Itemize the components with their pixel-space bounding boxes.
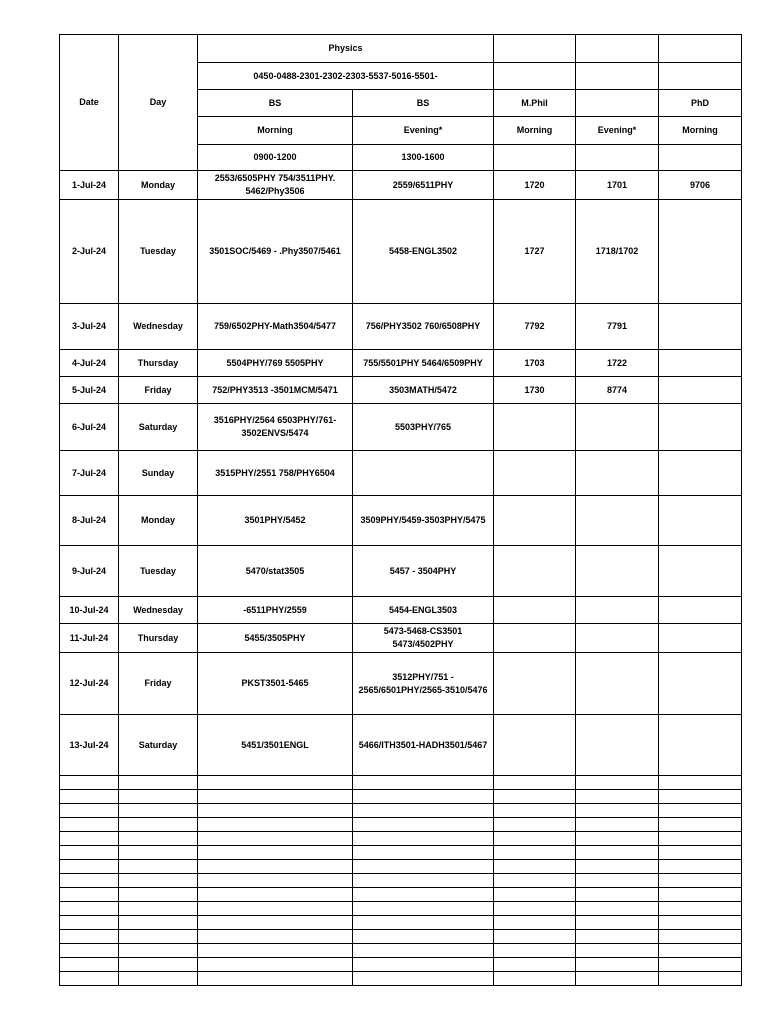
empty-cell <box>659 958 742 972</box>
phd-morning-cell <box>659 653 742 715</box>
empty-cell <box>60 916 119 930</box>
empty-cell <box>198 832 353 846</box>
mphil-evening-cell <box>576 451 659 496</box>
empty-row <box>60 902 742 916</box>
empty-cell <box>576 958 659 972</box>
bs-evening-program: BS <box>353 90 494 117</box>
empty-cell <box>119 818 198 832</box>
schedule-row <box>60 200 742 304</box>
empty-cell <box>659 888 742 902</box>
empty-cell <box>576 818 659 832</box>
header-row-department <box>60 35 742 63</box>
empty-cell <box>576 846 659 860</box>
empty-row <box>60 972 742 986</box>
bs-morning-cell: 5470/stat3505 <box>198 546 353 597</box>
shift-mphil-evening: Evening* <box>576 117 659 145</box>
empty-cell <box>119 944 198 958</box>
bs-morning-cell: 3516PHY/2564 6503PHY/761-3502ENVS/5474 <box>198 404 353 451</box>
empty-cell <box>119 874 198 888</box>
empty-cell <box>353 832 494 846</box>
empty-cell <box>659 972 742 986</box>
empty-cell <box>494 874 576 888</box>
empty-row <box>60 804 742 818</box>
empty-row <box>60 860 742 874</box>
schedule-row <box>60 171 742 200</box>
mphil-evening-cell: 1701 <box>576 171 659 200</box>
mphil-evening-cell <box>576 715 659 776</box>
empty-cell <box>60 874 119 888</box>
bs-morning-cell: 752/PHY3513 -3501MCM/5471 <box>198 377 353 404</box>
empty-cell <box>494 972 576 986</box>
empty-cell <box>198 902 353 916</box>
empty-cell <box>494 804 576 818</box>
bs-evening-cell: 3503MATH/5472 <box>353 377 494 404</box>
empty-cell <box>659 916 742 930</box>
empty-cell <box>198 972 353 986</box>
empty-cell <box>576 888 659 902</box>
day-cell: Saturday <box>119 715 198 776</box>
empty-cell <box>494 846 576 860</box>
empty-cell <box>659 846 742 860</box>
empty-cell <box>119 776 198 790</box>
empty-cell <box>60 930 119 944</box>
empty-cell <box>659 832 742 846</box>
mphil-evening-cell <box>576 546 659 597</box>
empty-cell <box>576 902 659 916</box>
empty-cell <box>576 790 659 804</box>
empty-cell <box>60 972 119 986</box>
empty-cell <box>119 916 198 930</box>
bs-morning-cell: 5504PHY/769 5505PHY <box>198 350 353 377</box>
mphil-morning-cell <box>494 715 576 776</box>
empty-cell <box>494 832 576 846</box>
empty-cell <box>60 860 119 874</box>
phd-morning-cell <box>659 451 742 496</box>
empty-cell <box>60 944 119 958</box>
date-cell: 2-Jul-24 <box>60 200 119 304</box>
empty-cell <box>198 874 353 888</box>
empty-cell <box>119 860 198 874</box>
bs-morning-cell: PKST3501-5465 <box>198 653 353 715</box>
bs-evening-cell: 5473-5468-CS3501 5473/4502PHY <box>353 624 494 653</box>
day-cell: Wednesday <box>119 597 198 624</box>
schedule-row <box>60 304 742 350</box>
bs-evening-cell: 2559/6511PHY <box>353 171 494 200</box>
empty-cell <box>353 860 494 874</box>
mphil-evening-cell <box>576 404 659 451</box>
empty-cell <box>353 888 494 902</box>
mphil-morning-cell <box>494 597 576 624</box>
date-cell: 13-Jul-24 <box>60 715 119 776</box>
day-cell: Tuesday <box>119 546 198 597</box>
date-cell: 10-Jul-24 <box>60 597 119 624</box>
empty-row <box>60 832 742 846</box>
empty-cell <box>198 930 353 944</box>
bs-evening-cell: 3509PHY/5459-3503PHY/5475 <box>353 496 494 546</box>
empty-cell <box>60 902 119 916</box>
empty-cell <box>353 944 494 958</box>
day-cell: Wednesday <box>119 304 198 350</box>
empty-cell <box>353 972 494 986</box>
empty-cell <box>198 776 353 790</box>
empty-cell <box>659 818 742 832</box>
bs-morning-cell: -6511PHY/2559 <box>198 597 353 624</box>
bs-evening-cell: 5503PHY/765 <box>353 404 494 451</box>
empty-cell <box>353 790 494 804</box>
exam-schedule-table <box>59 34 742 986</box>
empty-row <box>60 818 742 832</box>
mphil-morning-cell <box>494 404 576 451</box>
phd-morning-cell <box>659 304 742 350</box>
day-cell: Thursday <box>119 350 198 377</box>
empty-cell <box>576 874 659 888</box>
empty-cell <box>353 930 494 944</box>
schedule-row <box>60 377 742 404</box>
empty-cell <box>119 790 198 804</box>
empty-cell <box>198 818 353 832</box>
phd-morning-cell <box>659 624 742 653</box>
empty-cell <box>353 846 494 860</box>
empty-cell <box>353 916 494 930</box>
schedule-row <box>60 597 742 624</box>
empty-cell <box>576 804 659 818</box>
empty-cell <box>576 832 659 846</box>
schedule-row <box>60 496 742 546</box>
phd-morning-cell <box>659 546 742 597</box>
time-morning: 0900-1200 <box>198 145 353 171</box>
empty-cell <box>60 818 119 832</box>
empty-cell <box>198 860 353 874</box>
date-header: Date <box>60 35 119 171</box>
day-cell: Friday <box>119 653 198 715</box>
phd-morning-cell <box>659 496 742 546</box>
date-cell: 3-Jul-24 <box>60 304 119 350</box>
empty-cell <box>659 776 742 790</box>
schedule-row <box>60 404 742 451</box>
mphil-evening-cell <box>576 496 659 546</box>
empty-cell <box>119 832 198 846</box>
mphil-evening-cell <box>576 597 659 624</box>
day-cell: Sunday <box>119 451 198 496</box>
empty-cell <box>494 930 576 944</box>
schedule-row <box>60 624 742 653</box>
empty-cell <box>353 776 494 790</box>
day-cell: Saturday <box>119 404 198 451</box>
mphil-morning-cell: 1730 <box>494 377 576 404</box>
empty-cell <box>60 804 119 818</box>
bs-morning-cell: 5451/3501ENGL <box>198 715 353 776</box>
bs-morning-cell: 3515PHY/2551 758/PHY6504 <box>198 451 353 496</box>
empty-row <box>60 930 742 944</box>
department-title: Physics <box>198 35 494 63</box>
schedule-row <box>60 653 742 715</box>
mphil-evening-cell: 1718/1702 <box>576 200 659 304</box>
empty-row <box>60 888 742 902</box>
day-header: Day <box>119 35 198 171</box>
empty-cell <box>198 846 353 860</box>
bs-evening-cell: 5457 - 3504PHY <box>353 546 494 597</box>
bs-morning-program: BS <box>198 90 353 117</box>
empty-cell <box>353 818 494 832</box>
mphil-morning-cell <box>494 496 576 546</box>
empty-cell <box>60 832 119 846</box>
day-cell: Friday <box>119 377 198 404</box>
empty-cell <box>198 790 353 804</box>
phd-morning-cell <box>659 715 742 776</box>
empty-cell <box>119 930 198 944</box>
empty-cell <box>494 790 576 804</box>
phd-morning-cell: 9706 <box>659 171 742 200</box>
bs-evening-cell: 5466/ITH3501-HADH3501/5467 <box>353 715 494 776</box>
mphil-evening-cell: 8774 <box>576 377 659 404</box>
schedule-row <box>60 451 742 496</box>
mphil-evening-cell: 7791 <box>576 304 659 350</box>
mphil-evening-cell <box>576 624 659 653</box>
empty-cell <box>119 902 198 916</box>
empty-cell <box>576 776 659 790</box>
empty-cell <box>60 776 119 790</box>
empty-cell <box>198 958 353 972</box>
mphil-morning-cell <box>494 451 576 496</box>
empty-cell <box>353 958 494 972</box>
empty-cell <box>60 846 119 860</box>
day-cell: Monday <box>119 496 198 546</box>
bs-evening-cell: 755/5501PHY 5464/6509PHY <box>353 350 494 377</box>
mphil-program: M.Phil <box>494 90 576 117</box>
bs-evening-cell: 756/PHY3502 760/6508PHY <box>353 304 494 350</box>
empty-cell <box>659 790 742 804</box>
empty-cell <box>494 902 576 916</box>
empty-row <box>60 916 742 930</box>
empty-cell <box>198 804 353 818</box>
date-cell: 11-Jul-24 <box>60 624 119 653</box>
bs-morning-cell: 5455/3505PHY <box>198 624 353 653</box>
day-cell: Thursday <box>119 624 198 653</box>
date-cell: 5-Jul-24 <box>60 377 119 404</box>
empty-cell <box>576 930 659 944</box>
empty-cell <box>659 902 742 916</box>
day-cell: Tuesday <box>119 200 198 304</box>
empty-cell <box>353 874 494 888</box>
date-cell: 1-Jul-24 <box>60 171 119 200</box>
empty-row <box>60 776 742 790</box>
mphil-morning-cell: 1703 <box>494 350 576 377</box>
empty-cell <box>353 804 494 818</box>
empty-cell <box>198 888 353 902</box>
schedule-row <box>60 546 742 597</box>
empty-cell <box>494 958 576 972</box>
date-cell: 7-Jul-24 <box>60 451 119 496</box>
empty-cell <box>119 804 198 818</box>
empty-cell <box>494 916 576 930</box>
empty-cell <box>576 916 659 930</box>
empty-cell <box>576 944 659 958</box>
shift-bs-morning: Morning <box>198 117 353 145</box>
empty-cell <box>494 888 576 902</box>
time-evening: 1300-1600 <box>353 145 494 171</box>
empty-cell <box>119 972 198 986</box>
empty-cell <box>659 860 742 874</box>
phd-morning-cell <box>659 200 742 304</box>
phd-morning-cell <box>659 377 742 404</box>
phd-morning-cell <box>659 350 742 377</box>
bs-evening-cell <box>353 451 494 496</box>
mphil-morning-cell <box>494 546 576 597</box>
empty-cell <box>576 860 659 874</box>
schedule-body <box>60 171 742 776</box>
bs-evening-cell: 3512PHY/751 - 2565/6501PHY/2565-3510/5476 <box>353 653 494 715</box>
date-cell: 6-Jul-24 <box>60 404 119 451</box>
shift-mphil-morning: Morning <box>494 117 576 145</box>
mphil-morning-cell <box>494 653 576 715</box>
empty-cell <box>494 860 576 874</box>
empty-cell <box>353 902 494 916</box>
bs-evening-cell: 5454-ENGL3503 <box>353 597 494 624</box>
empty-cell <box>119 888 198 902</box>
empty-row <box>60 846 742 860</box>
phd-morning-cell <box>659 597 742 624</box>
empty-cell <box>659 874 742 888</box>
bs-evening-cell: 5458-ENGL3502 <box>353 200 494 304</box>
schedule-row <box>60 715 742 776</box>
empty-row <box>60 958 742 972</box>
shift-bs-evening: Evening* <box>353 117 494 145</box>
mphil-morning-cell <box>494 624 576 653</box>
bs-morning-cell: 3501PHY/5452 <box>198 496 353 546</box>
bs-morning-cell: 2553/6505PHY 754/3511PHY. 5462/Phy3506 <box>198 171 353 200</box>
date-cell: 12-Jul-24 <box>60 653 119 715</box>
date-cell: 9-Jul-24 <box>60 546 119 597</box>
empty-cell <box>659 930 742 944</box>
date-cell: 4-Jul-24 <box>60 350 119 377</box>
phd-program: PhD <box>659 90 742 117</box>
empty-cell <box>659 804 742 818</box>
mphil-evening-cell <box>576 653 659 715</box>
empty-cell <box>659 944 742 958</box>
empty-cell <box>576 972 659 986</box>
shift-phd-morning: Morning <box>659 117 742 145</box>
date-cell: 8-Jul-24 <box>60 496 119 546</box>
empty-cell <box>60 888 119 902</box>
empty-row <box>60 874 742 888</box>
empty-cell <box>119 846 198 860</box>
mphil-morning-cell: 1727 <box>494 200 576 304</box>
schedule-row <box>60 350 742 377</box>
empty-row <box>60 944 742 958</box>
mphil-morning-cell: 1720 <box>494 171 576 200</box>
empty-cell <box>60 790 119 804</box>
empty-cell <box>198 944 353 958</box>
empty-rows <box>60 776 742 986</box>
bs-morning-cell: 759/6502PHY-Math3504/5477 <box>198 304 353 350</box>
bs-morning-cell: 3501SOC/5469 - .Phy3507/5461 <box>198 200 353 304</box>
phd-morning-cell <box>659 404 742 451</box>
empty-row <box>60 790 742 804</box>
empty-cell <box>60 958 119 972</box>
empty-cell <box>494 818 576 832</box>
mphil-morning-cell: 7792 <box>494 304 576 350</box>
empty-cell <box>198 916 353 930</box>
day-cell: Monday <box>119 171 198 200</box>
empty-cell <box>119 958 198 972</box>
empty-cell <box>494 776 576 790</box>
mphil-evening-cell: 1722 <box>576 350 659 377</box>
empty-cell <box>494 944 576 958</box>
program-codes: 0450-0488-2301-2302-2303-5537-5016-5501- <box>198 63 494 90</box>
